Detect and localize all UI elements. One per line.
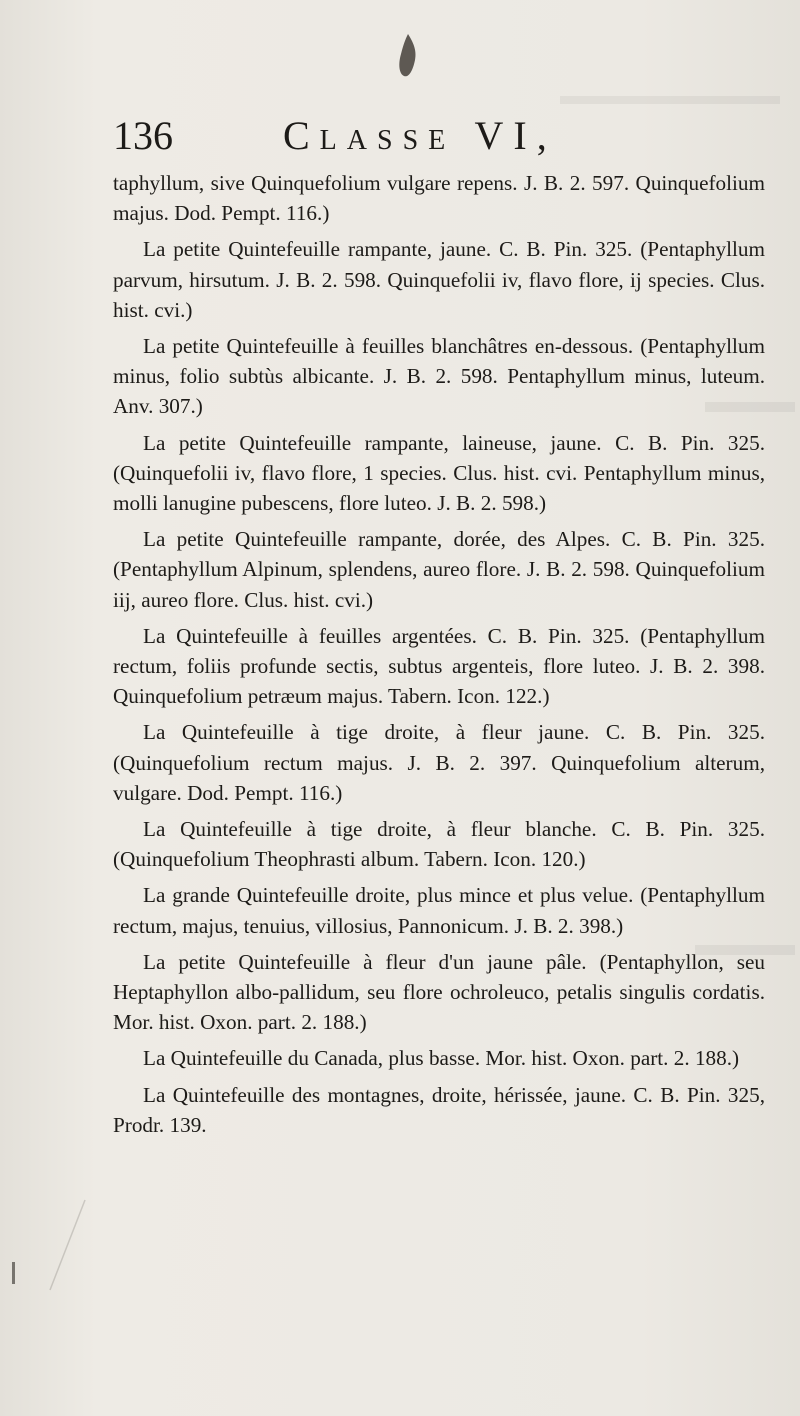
margin-mark [12, 1262, 15, 1284]
entry: La Quintefeuille des montagnes, droite, hérissée, jaune. C. B. Pin. 325, Prodr. 139. [113, 1082, 765, 1137]
entry: La petite Quintefeuille rampante, laineuse, jaune. C. B. Pin. 325. (Quinquefolii iv, flavo flore, 1 species. Clus. hist. cvi. Pentaphyllum minus, molli lanugine pubescens, flore luteo. J. B. 2. 598.) [113, 430, 765, 516]
entry: La petite Quintefeuille rampante, dorée, des Alpes. C. B. Pin. 325. (Pentaphyllum Alpinum, splendens, aureo flore. J. B. 2. 598. Quinquefolium iij, aureo flore. Clus. hist. cvi.) [113, 527, 765, 612]
entry: La petite Quintefeuille rampante, jaune. C. B. Pin. 325. (Pentaphyllum parvum, hirsutum. J. B. 2. 598. Quinquefolii iv, flavo flore, ij species. Clus. hist. cvi.) [113, 237, 765, 322]
page-number: 136 [113, 113, 173, 158]
entry-continuation: taphyllum, sive Quinquefolium vulgare repens. J. B. 2. 597. Quinquefolium majus. Dod. Pempt. 116.) [113, 171, 765, 226]
entry: La Quintefeuille du Canada, plus basse. Mor. hist. Oxon. part. 2. 188.) [143, 1046, 740, 1071]
pencil-stroke-icon [40, 1195, 90, 1295]
entry: La Quintefeuille à tige droite, à fleur blanche. C. B. Pin. 325. (Quinquefolium Theophrasti album. Tabern. Icon. 120.) [113, 817, 765, 872]
entry: La petite Quintefeuille à fleur d'un jaune pâle. (Pentaphyllon, seu Heptaphyllon albo-pallidum, seu flore ochroleuco, petalis singulis cordatis. Mor. hist. Oxon. part. 2. 188.) [113, 949, 765, 1035]
running-head: Classe VI, [283, 113, 557, 158]
entry: La petite Quintefeuille à feuilles blanchâtres en-dessous. (Pentaphyllum minus, folio subtùs albicante. J. B. 2. 598. Pentaphyllum minus, luteum. Anv. 307.) [113, 334, 765, 419]
entry: La Quintefeuille à tige droite, à fleur jaune. C. B. Pin. 325. (Quinquefolium rectum majus. J. B. 2. 397. Quinquefolium alterum, vulgare. Dod. Pempt. 116.) [113, 720, 765, 805]
text-body [113, 168, 765, 1146]
page-header [113, 112, 773, 168]
entry: La grande Quintefeuille droite, plus mince et plus velue. (Pentaphyllum rectum, majus, tenuius, villosius, Pannonicum. J. B. 2. 398.) [113, 883, 765, 938]
ink-blot-icon [395, 32, 421, 80]
entry: La Quintefeuille à feuilles argentées. C. B. Pin. 325. (Pentaphyllum rectum, foliis profunde sectis, subtus argenteis, flore luteo. J. B. 2. 398. Quinquefolium petræum majus. Tabern. Icon. 122.) [113, 623, 765, 709]
